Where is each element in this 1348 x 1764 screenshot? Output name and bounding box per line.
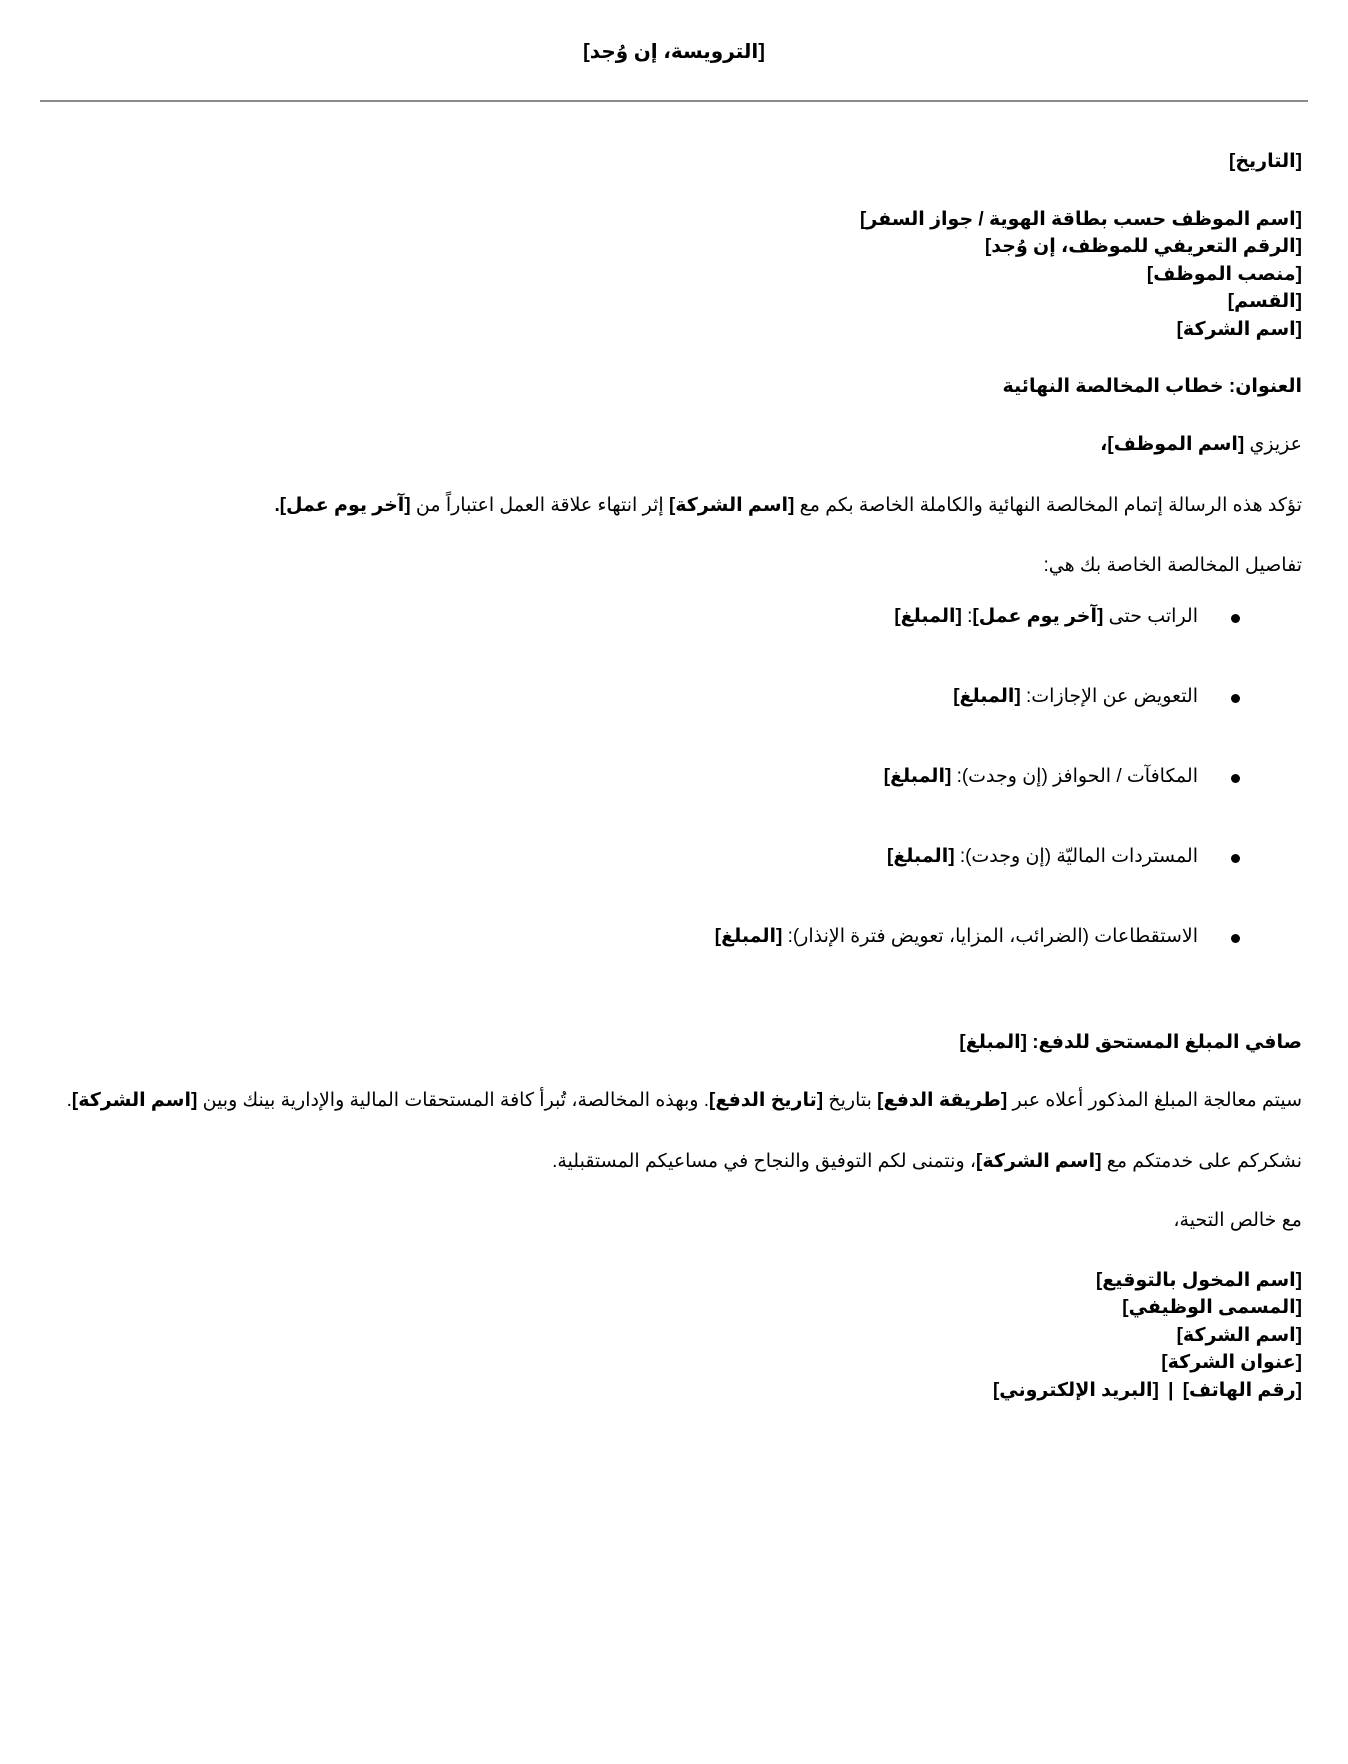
item-amount: [المبلغ] xyxy=(883,766,952,788)
salutation xyxy=(40,431,1302,459)
item-text: التعويض عن الإجازات: xyxy=(1026,686,1198,708)
recipient-name: [اسم الموظف حسب بطاقة الهوية / جواز السفر] xyxy=(860,208,1302,230)
salutation-comma: ، xyxy=(1100,433,1108,455)
item-amount: [المبلغ] xyxy=(953,686,1021,708)
thanks-company: [اسم الشركة] xyxy=(976,1150,1102,1172)
signature-block xyxy=(40,1267,1302,1405)
contact-line xyxy=(40,1377,1302,1405)
bullet-icon xyxy=(1231,614,1240,623)
net-amount-line xyxy=(40,1029,1302,1057)
letter-date: [التاريخ] xyxy=(1229,151,1302,172)
processing-pay-date: [تاريخ الدفع] xyxy=(709,1090,824,1112)
bullet-icon xyxy=(1231,934,1240,943)
contact-separator: | xyxy=(1168,1379,1174,1401)
intro-company: [اسم الشركة] xyxy=(668,495,795,517)
subject-line xyxy=(40,373,1302,401)
letterhead: [الترويسة، إن وُجد] xyxy=(583,41,765,63)
settlement-item-deductions xyxy=(40,921,1240,1001)
net-amount: [المبلغ] xyxy=(959,1032,1027,1054)
settlement-item-refunds xyxy=(40,841,1240,921)
recipient-company: [اسم الشركة] xyxy=(1176,318,1302,340)
subject-value: خطاب المخالصة النهائية xyxy=(1002,376,1224,398)
processing-paragraph xyxy=(40,1087,1302,1116)
salutation-name: [اسم الموظف] xyxy=(1107,433,1245,455)
intro-part2: إثر انتهاء علاقة العمل اعتباراً من xyxy=(415,495,664,517)
recipient-block xyxy=(40,206,1302,344)
item-text: الراتب حتى xyxy=(1108,606,1198,628)
letter-body xyxy=(40,148,1302,1404)
item-amount: [المبلغ] xyxy=(714,926,783,948)
settlement-item-leave xyxy=(40,681,1240,761)
item-sep: : xyxy=(967,606,973,628)
thanks-paragraph xyxy=(40,1148,1302,1176)
settlement-item-bonus xyxy=(40,761,1240,841)
company-phone: [رقم الهاتف] xyxy=(1182,1379,1302,1401)
processing-end: . xyxy=(66,1090,72,1112)
signatory-name: [اسم المخول بالتوقيع] xyxy=(1095,1269,1302,1291)
intro-end: . xyxy=(274,495,280,517)
intro-paragraph xyxy=(40,492,1302,520)
processing-part3: . وبهذه المخالصة، تُبرأ كافة المستحقات المالية والإدارية بينك وبين xyxy=(202,1090,710,1112)
closing-line: مع خالص التحية، xyxy=(1173,1210,1302,1232)
salutation-greeting: عزيزي xyxy=(1249,433,1302,455)
processing-part1: سيتم معالجة المبلغ المذكور أعلاه عبر xyxy=(1012,1090,1302,1112)
intro-part1: تؤكد هذه الرسالة إتمام المخالصة النهائية والكاملة الخاصة بكم مع xyxy=(799,495,1302,517)
signatory-title: [المسمى الوظيفي] xyxy=(1122,1297,1302,1319)
settlement-items xyxy=(40,601,1302,1001)
item-amount: [المبلغ] xyxy=(894,606,962,628)
thanks-part2: ، ونتمنى لكم التوفيق والنجاح في مساعيكم المستقبلية. xyxy=(552,1150,977,1172)
processing-company: [اسم الشركة] xyxy=(71,1090,198,1112)
subject-label: العنوان: xyxy=(1228,376,1302,398)
details-intro: تفاصيل المخالصة الخاصة بك هي: xyxy=(1043,554,1302,576)
header-divider xyxy=(40,100,1308,102)
thanks-part1: نشكركم على خدمتكم مع xyxy=(1106,1150,1302,1172)
company-address: [عنوان الشركة] xyxy=(1161,1352,1302,1374)
item-text: المستردات الماليّة (إن وجدت): xyxy=(959,846,1198,868)
item-bold-mid: [آخر يوم عمل] xyxy=(972,606,1104,628)
item-amount: [المبلغ] xyxy=(887,846,955,868)
net-label: صافي المبلغ المستحق للدفع: xyxy=(1032,1032,1302,1054)
recipient-position: [منصب الموظف] xyxy=(1146,263,1302,285)
recipient-department: [القسم] xyxy=(1227,291,1302,313)
bullet-icon xyxy=(1231,774,1240,783)
bullet-icon xyxy=(1231,854,1240,863)
recipient-id: [الرقم التعريفي للموظف، إن وُجد] xyxy=(984,236,1302,258)
bullet-icon xyxy=(1231,694,1240,703)
processing-part2: بتاريخ xyxy=(828,1090,872,1112)
processing-method: [طريقة الدفع] xyxy=(877,1090,1008,1112)
settlement-item-salary xyxy=(40,601,1240,681)
signature-company: [اسم الشركة] xyxy=(1176,1324,1302,1346)
item-text: الاستقطاعات (الضرائب، المزايا، تعويض فترة الإنذار): xyxy=(787,926,1198,948)
item-text: المكافآت / الحوافز (إن وجدت): xyxy=(956,766,1198,788)
intro-last-day: [آخر يوم عمل] xyxy=(279,495,411,517)
company-email: [البريد الإلكتروني] xyxy=(992,1379,1159,1401)
